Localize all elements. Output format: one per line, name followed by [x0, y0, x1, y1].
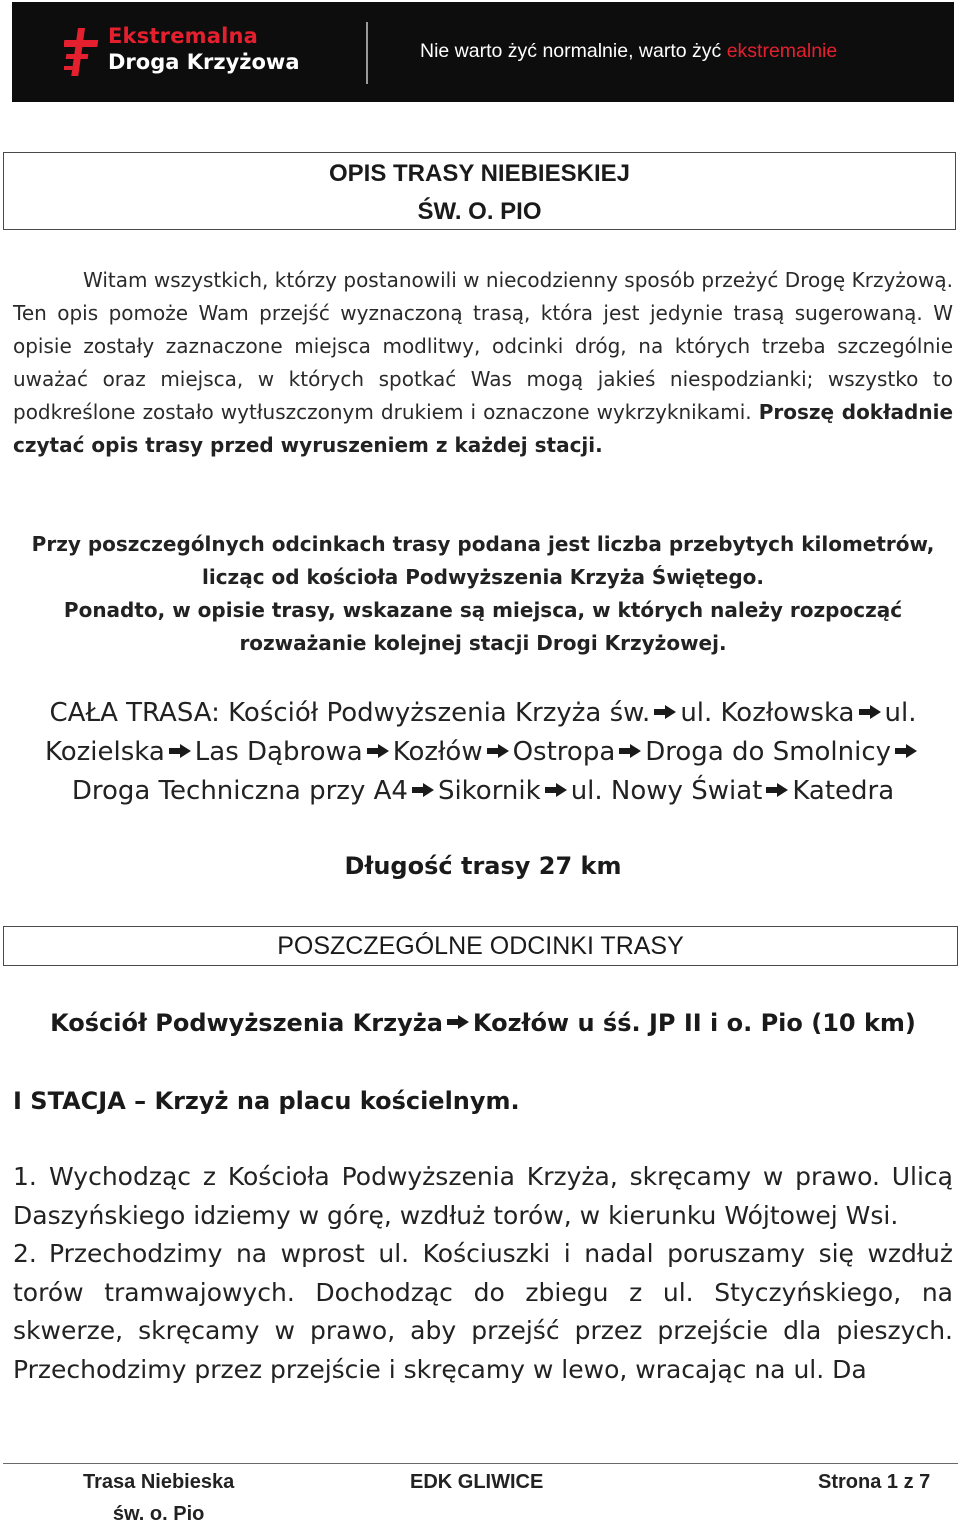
edk-logo[interactable]: [64, 26, 314, 80]
route-stop: Ostropa: [512, 737, 616, 767]
footer-organizer: EDK GLIWICE: [410, 1471, 544, 1493]
full-route: [13, 694, 953, 811]
route-stop: Kozłów: [392, 737, 483, 767]
arrow-right-icon: [654, 705, 676, 719]
route-stop: Sikornik: [437, 776, 541, 806]
info-kilometers-note: Przy poszczególnych odcinkach trasy podana jest liczba przebytych kilometrów, licząc od kościoła Podwyższenia Krzyża Świętego.: [31, 532, 935, 589]
step-text: Wychodząc z Kościoła Podwyższenia Krzyża, skręcamy w prawo. Ulicą Daszyńskiego idziemy w górę, wzdłuż torów, w kierunku Wójtowej Wsi.: [13, 1162, 953, 1230]
arrow-right-icon: [447, 1015, 469, 1029]
cross-logo-icon: [64, 28, 104, 76]
route-length: Długość trasy 27 km: [344, 852, 622, 880]
arrow-right-icon: [619, 744, 641, 758]
document-title: OPIS TRASY NIEBIESKIEJ: [329, 160, 630, 187]
footer-divider: [3, 1463, 958, 1464]
footer-route-name: [83, 1466, 234, 1530]
arrow-right-icon: [895, 744, 917, 758]
route-stop: Droga do Smolnicy: [645, 737, 892, 767]
step-item: [13, 1158, 953, 1235]
page-number: Strona 1 z 7: [818, 1471, 931, 1493]
intro-text: Witam wszystkich, którzy postanowili w niecodzienny sposób przeżyć Drogę Krzyżową. Ten opis pomoże Wam przejść wyznaczoną trasą, która jest jedynie trasą sugerowaną. W opisie zostały zaznaczone miejsca modlitwy, odcinki dróg, na których trzeba szczególnie uważać oraz miejsca, w których spotkać Was mogą jakieś niespodzianki; wszystko to podkreślone zostało wytłuszczonym drukiem i oznaczone wykrzyknikami.: [13, 268, 953, 424]
arrow-right-icon: [169, 744, 191, 758]
route-stop: ul. Kozłowska: [680, 698, 855, 728]
route-stop: Las Dąbrowa: [194, 737, 363, 767]
arrow-right-icon: [859, 705, 881, 719]
header-banner: [12, 2, 954, 102]
logo-text-line2: Droga Krzyżowa: [108, 50, 300, 74]
step-text: Przechodzimy na wprost ul. Kościuszki i nadal poruszamy się wzdłuż torów tramwajowych. Dochodząc do zbiegu z ul. Styczyńskiego, na skwerze, skręcamy w prawo, aby przejść przez przejście dla pieszych. Przechodzimy przez przejście i skręcamy w lewo, wracając na ul. Da: [13, 1239, 953, 1384]
info-stations-note: Ponadto, w opisie trasy, wskazane są miejsca, w których należy rozpocząć rozważanie kolejnej stacji Drogi Krzyżowej.: [63, 598, 903, 655]
tagline: [420, 40, 837, 63]
route-stop: ul. Nowy Świat: [570, 776, 763, 806]
arrow-right-icon: [367, 744, 389, 758]
banner-divider: [366, 22, 368, 84]
arrow-right-icon: [766, 783, 788, 797]
station-title: I STACJA – Krzyż na placu kościelnym.: [13, 1087, 520, 1115]
step-number: 1.: [13, 1162, 37, 1191]
route-stop: ul. Kozielska: [44, 698, 917, 767]
route-stop: Droga Techniczna przy A4: [71, 776, 408, 806]
step-item: [13, 1235, 953, 1389]
info-block: [13, 528, 953, 660]
route-stop: Katedra: [792, 776, 895, 806]
footer-route-line1: Trasa Niebieska: [83, 1471, 235, 1493]
segment-heading: [13, 1004, 953, 1042]
route-steps: [13, 1158, 953, 1389]
step-number: 2.: [13, 1239, 37, 1268]
route-label: CAŁA TRASA:: [49, 698, 220, 728]
route-stop: Kościół Podwyższenia Krzyża św.: [228, 698, 651, 728]
segment-to: Kozłów u śś. JP II i o. Pio (10 km): [472, 1009, 916, 1037]
tagline-accent: ekstremalnie: [726, 40, 838, 62]
document-subtitle: ŚW. O. PIO: [417, 198, 542, 225]
document-title-box: [3, 152, 956, 230]
segment-from: Kościół Podwyższenia Krzyża: [50, 1009, 443, 1037]
section-title: POSZCZEGÓLNE ODCINKI TRASY: [3, 926, 958, 966]
arrow-right-icon: [412, 783, 434, 797]
arrow-right-icon: [545, 783, 567, 797]
footer-route-line2: św. o. Pio: [112, 1503, 205, 1525]
tagline-main: Nie warto żyć normalnie, warto żyć: [420, 40, 727, 62]
logo-text-line1: Ekstremalna: [108, 24, 259, 48]
intro-paragraph: [13, 264, 953, 462]
arrow-right-icon: [487, 744, 509, 758]
intro-bold-note: Proszę dokładnie czytać opis trasy przed wyruszeniem z każdej stacji.: [13, 400, 954, 457]
